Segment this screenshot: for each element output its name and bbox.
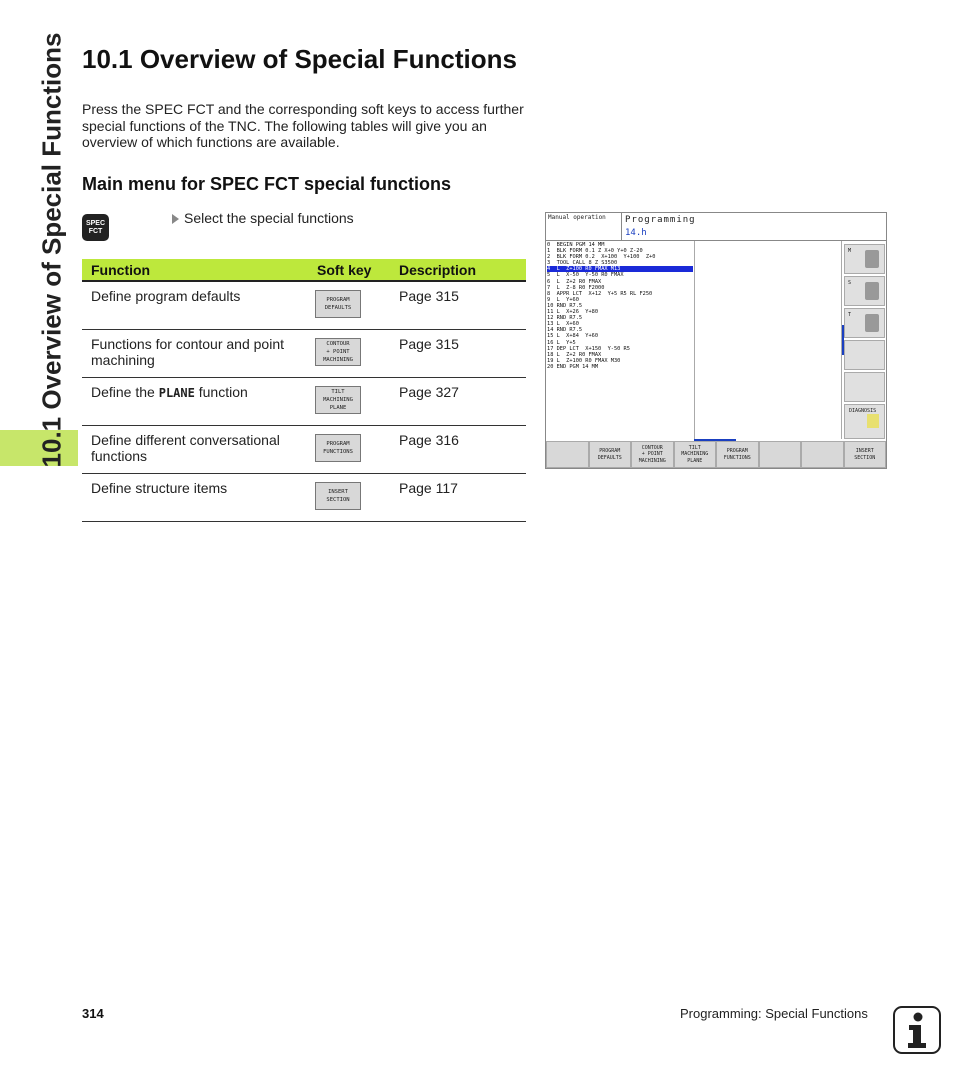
screen-softkey-line: SECTION bbox=[854, 454, 876, 461]
program-line: 4 L Z+100 R0 FMAX M13 bbox=[547, 266, 693, 272]
screen-softkey bbox=[674, 441, 717, 468]
vertical-softkey-diagnosis bbox=[844, 404, 885, 439]
program-line: 2 BLK FORM 0.2 X+100 Y+100 Z+0 bbox=[547, 254, 656, 261]
softkey-line: CONTOUR bbox=[326, 341, 350, 347]
page-number: 314 bbox=[82, 1006, 104, 1021]
softkey-line: PROGRAM bbox=[326, 297, 350, 303]
screen-softkey-line: DEFAULTS bbox=[597, 454, 622, 461]
program-line: 1 BLK FORM 0.1 Z X+0 Y+0 Z-20 bbox=[547, 248, 643, 255]
cell-function bbox=[82, 378, 308, 426]
header-function: Function bbox=[82, 259, 308, 281]
table-header-row bbox=[82, 259, 526, 281]
plane-keyword: PLANE bbox=[158, 386, 195, 400]
cell-softkey bbox=[308, 281, 390, 330]
softkey-line: INSERT bbox=[328, 489, 348, 495]
table-row bbox=[82, 474, 526, 522]
tnc-screen-screenshot bbox=[545, 212, 887, 469]
program-line: 9 L Y+60 bbox=[547, 296, 579, 303]
horizontal-softkey-row bbox=[546, 441, 886, 468]
screen-softkey-line: INSERT bbox=[855, 448, 874, 454]
cell-function: Functions for contour and point machining bbox=[82, 330, 308, 378]
header-description: Description bbox=[390, 259, 526, 281]
program-line: 12 RND R7.5 bbox=[547, 315, 583, 322]
softkey-contour-point bbox=[315, 338, 361, 366]
step-instruction bbox=[172, 210, 354, 226]
vertical-softkey-blank bbox=[844, 372, 885, 402]
softkey-line: PROGRAM bbox=[326, 441, 350, 447]
screen-softkey bbox=[716, 441, 759, 468]
screen-softkey bbox=[759, 441, 802, 468]
cell-softkey bbox=[308, 426, 390, 474]
program-line: 15 L X+84 Y+60 bbox=[547, 333, 599, 340]
screen-softkey bbox=[801, 441, 844, 468]
program-line: 8 APPR LCT X+12 Y+5 R5 RL F250 bbox=[547, 290, 653, 297]
program-line: 20 END PGM 14 MM bbox=[547, 363, 599, 370]
softkey-line: MACHINING bbox=[323, 397, 353, 403]
spindle-icon bbox=[865, 250, 879, 268]
vertical-softkey-t bbox=[844, 308, 885, 338]
softkey-line: PLANE bbox=[329, 405, 347, 411]
intro-paragraph: Press the SPEC FCT and the corresponding soft keys to access further special functions of the TNC. The following tables will give you an overview of which functions are available. bbox=[82, 101, 524, 150]
table-row bbox=[82, 330, 526, 378]
functions-table bbox=[82, 259, 526, 522]
cell-softkey bbox=[308, 378, 390, 426]
function-text-post: function bbox=[194, 384, 248, 400]
screen-softkey-line: FUNCTIONS bbox=[723, 454, 751, 461]
softkey-line: FUNCTIONS bbox=[323, 449, 353, 455]
screen-softkey bbox=[631, 441, 674, 468]
program-filename: 14.h bbox=[625, 228, 647, 238]
program-line: 13 L X+60 bbox=[547, 321, 579, 328]
softkey-line: MACHINING bbox=[323, 357, 353, 363]
screen-softkey-line: PROGRAM bbox=[726, 448, 748, 454]
tool-icon bbox=[865, 282, 879, 300]
screen-softkey-line: MACHINING bbox=[638, 457, 666, 464]
softkey-program-defaults bbox=[315, 290, 361, 318]
program-line: 11 L X+26 Y+80 bbox=[547, 309, 599, 316]
softkey-program-functions bbox=[315, 434, 361, 462]
screen-softkey-line: PROGRAM bbox=[599, 448, 621, 454]
program-line: 18 L Z+2 R0 FMAX bbox=[547, 351, 602, 358]
screen-softkey-line: + POINT bbox=[641, 451, 663, 458]
program-line: 0 BEGIN PGM 14 MM bbox=[547, 242, 605, 248]
vertical-softkey-blank bbox=[844, 340, 885, 370]
section-heading: Main menu for SPEC FCT special functions bbox=[82, 174, 452, 194]
arrow-right-icon bbox=[172, 214, 179, 224]
softkey-line: SECTION bbox=[326, 497, 350, 503]
vertical-softkey-s bbox=[844, 276, 885, 306]
machine-mode-label: Manual operation bbox=[548, 214, 606, 221]
info-icon bbox=[893, 1006, 941, 1054]
cell-description: Page 117 bbox=[390, 474, 526, 522]
programming-mode-label: Programming bbox=[625, 215, 696, 225]
info-glyph bbox=[902, 1011, 932, 1049]
tool-change-icon bbox=[865, 314, 879, 332]
vkey-label: S bbox=[848, 280, 852, 286]
cell-function: Define different conversational functions bbox=[82, 426, 308, 474]
vertical-softkey-m bbox=[844, 244, 885, 274]
table-row bbox=[82, 426, 526, 474]
diagnosis-icon bbox=[867, 414, 879, 428]
program-line: 10 RND R7.5 bbox=[547, 302, 583, 309]
program-listing bbox=[547, 242, 693, 370]
cell-description: Page 316 bbox=[390, 426, 526, 474]
screen-softkey-line: MACHINING bbox=[681, 451, 709, 458]
side-chapter-tab bbox=[0, 0, 78, 1091]
spec-fct-key-icon bbox=[82, 214, 109, 241]
screen-softkey bbox=[844, 441, 887, 468]
program-line: 3 TOOL CALL 8 Z S3500 bbox=[547, 260, 618, 267]
program-line: 17 DEP LCT X+150 Y-50 R5 bbox=[547, 345, 630, 352]
program-line: 19 L Z+100 R0 FMAX M30 bbox=[547, 357, 621, 364]
screen-softkey bbox=[589, 441, 632, 468]
vkey-label: DIAGNOSIS bbox=[849, 408, 877, 414]
spec-key-line2: FCT bbox=[88, 227, 103, 235]
table-row bbox=[82, 281, 526, 330]
chapter-title: Programming: Special Functions bbox=[680, 1006, 868, 1021]
cell-softkey bbox=[308, 474, 390, 522]
spec-key-line1: SPEC bbox=[85, 219, 106, 227]
program-line: 6 L Z+2 R0 FMAX bbox=[547, 278, 602, 285]
screen-divider bbox=[546, 240, 886, 241]
cell-description: Page 315 bbox=[390, 330, 526, 378]
vkey-label: M bbox=[848, 248, 852, 254]
cell-function: Define structure items bbox=[82, 474, 308, 522]
program-line: 14 RND R7.5 bbox=[547, 327, 583, 334]
screen-softkey-line: CONTOUR bbox=[641, 444, 663, 451]
program-line: 5 L X-50 Y-50 R0 FMAX bbox=[547, 272, 624, 279]
cell-description: Page 327 bbox=[390, 378, 526, 426]
softkey-tilt-plane bbox=[315, 386, 361, 414]
softkey-insert-section bbox=[315, 482, 361, 510]
screen-softkey-line: TILT bbox=[688, 444, 701, 451]
softkey-line: TILT bbox=[331, 389, 345, 395]
cell-function: Define program defaults bbox=[82, 281, 308, 330]
cell-softkey bbox=[308, 330, 390, 378]
side-tab-text: 10.1 Overview of Special Functions bbox=[36, 32, 67, 468]
table-row bbox=[82, 378, 526, 426]
step-text: Select the special functions bbox=[184, 210, 354, 226]
screen-softkey bbox=[546, 441, 589, 468]
vkey-label: T bbox=[848, 312, 852, 318]
softkey-line: + POINT bbox=[326, 349, 350, 355]
programming-mode-box bbox=[621, 213, 886, 240]
function-text-pre: Define the bbox=[91, 384, 159, 400]
screen-divider bbox=[694, 241, 695, 439]
program-line: 7 L Z-8 R0 F2000 bbox=[547, 284, 605, 291]
cell-description: Page 315 bbox=[390, 281, 526, 330]
header-softkey: Soft key bbox=[308, 259, 390, 281]
softkey-line: DEFAULTS bbox=[324, 305, 352, 311]
screen-softkey-line: PLANE bbox=[687, 457, 703, 464]
program-line: 16 L Y+5 bbox=[547, 339, 576, 346]
page-title: 10.1 Overview of Special Functions bbox=[82, 44, 517, 74]
